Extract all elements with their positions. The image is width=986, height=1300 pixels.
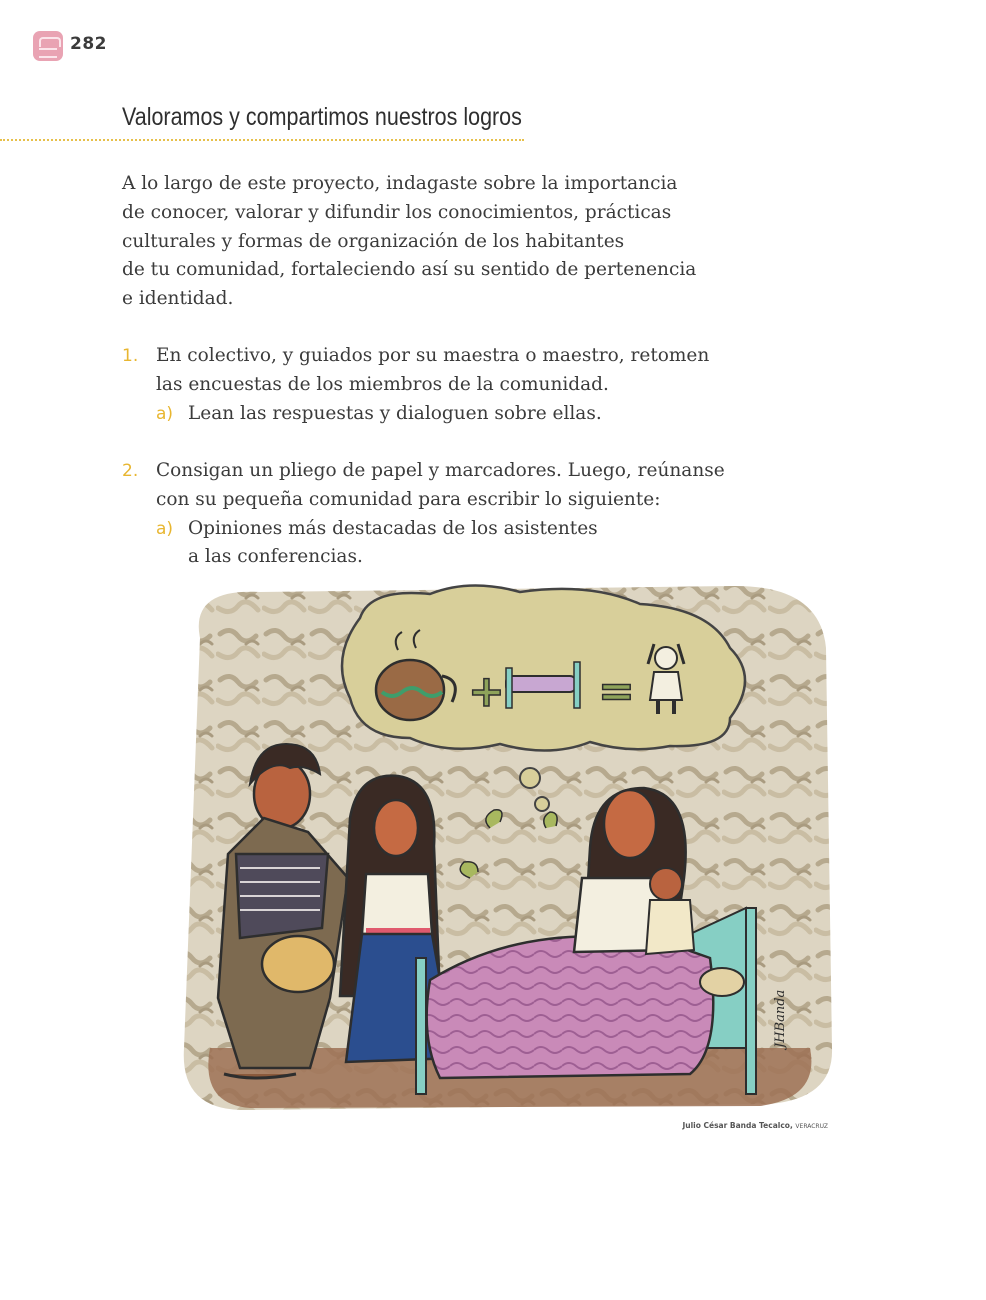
section-title: Valoramos y compartimos nuestros logros — [122, 103, 522, 131]
intro-line: e identidad. — [122, 288, 234, 310]
steam-swirl — [544, 812, 557, 828]
step-2 — [122, 457, 802, 572]
substep-1a — [156, 400, 802, 429]
step-1 — [122, 342, 802, 428]
illustration-credit — [682, 1121, 828, 1130]
intro-paragraph — [122, 170, 782, 314]
substep-line: Opiniones más destacadas de los asistentes — [188, 517, 598, 539]
substep-letter: a) — [156, 518, 174, 539]
step-line: En colectivo, y guiados por su maestra o maestro, retomen — [156, 345, 710, 366]
page-badge-icon — [33, 31, 63, 61]
credit-name: Julio César Banda Tecalco, — [682, 1121, 793, 1130]
intro-line: A lo largo de este proyecto, indagaste sobre la importancia — [122, 173, 678, 194]
substep-2a — [156, 515, 802, 573]
step-line: con su pequeña comunidad para escribir lo siguiente: — [156, 488, 661, 510]
substep-letter: a) — [156, 403, 174, 424]
intro-line: de conocer, valorar y difundir los conocimientos, prácticas — [122, 201, 672, 223]
substep-line: a las conferencias. — [188, 546, 363, 568]
page-number: 282 — [70, 34, 107, 54]
family-illustration — [170, 578, 836, 1122]
intro-line: culturales y formas de organización de los habitantes — [122, 230, 625, 252]
substep-line: Lean las respuestas y dialoguen sobre ellas. — [188, 402, 602, 424]
thought-equals-symbol: = — [598, 666, 635, 717]
credit-state: VERACRUZ — [795, 1123, 828, 1130]
step-number: 1. — [122, 346, 139, 366]
thought-plus-symbol: + — [468, 666, 505, 717]
intro-line: de tu comunidad, fortaleciendo así su sentido de pertenencia — [122, 259, 697, 281]
step-number: 2. — [122, 461, 139, 481]
title-divider — [0, 139, 524, 141]
artist-signature: JHBanda — [773, 989, 788, 1048]
step-line: Consigan un pliego de papel y marcadores. Luego, reúnanse — [156, 460, 725, 481]
step-line: las encuestas de los miembros de la comunidad. — [156, 373, 609, 395]
